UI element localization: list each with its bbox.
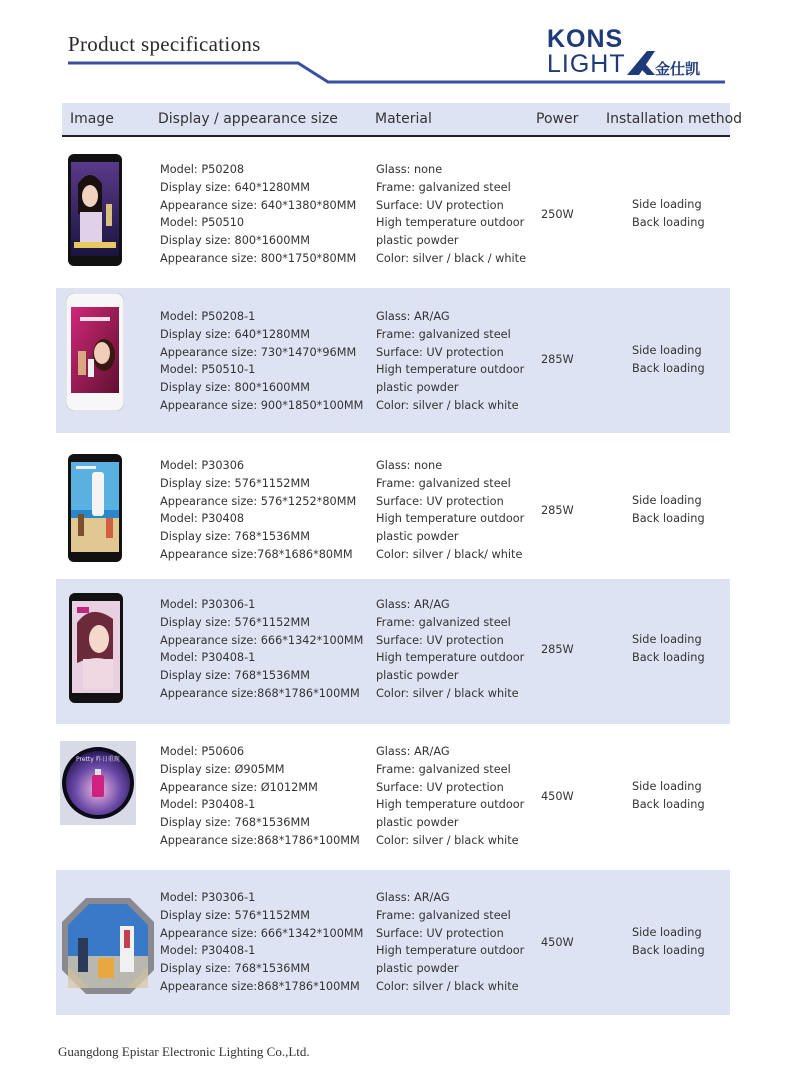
material-line: plastic powder [376,816,459,830]
material-line: Glass: AR/AG [376,891,450,904]
page-title: Product specifications [68,32,261,56]
table-row [56,143,730,288]
spec-line: Model: P50606 [160,745,245,758]
row-power: 285W [541,643,574,656]
row-material [376,743,524,850]
row-spec [160,743,360,850]
material-line: Frame: galvanized steel [376,615,511,629]
logo-light-text: LIGHT [547,50,626,78]
spec-line: Display size: 800*1600MM [160,381,310,395]
kons-light-logo [545,25,735,80]
row-power: 450W [541,790,574,803]
spec-line: Model: P30306-1 [160,598,256,611]
install-line: Side loading [632,926,702,939]
spec-line: Appearance size: 666*1342*100MM [160,633,364,647]
row-install [632,924,705,960]
material-line: plastic powder [376,962,459,976]
white-portrait-screen-image [66,293,124,411]
company-footer: Guangdong Epistar Electronic Lighting Co.,Ltd. [58,1044,310,1059]
spec-line: Appearance size:868*1786*100MM [160,979,360,993]
row-spec [160,596,363,703]
install-line: Back loading [632,511,705,525]
spec-line: Display size: 768*1536MM [160,669,310,683]
spec-line: Appearance size: 666*1342*100MM [160,926,364,940]
table-row [56,288,730,433]
black-portrait-screen-portrait-image [69,593,123,703]
header-image: Image [70,111,114,127]
install-line: Side loading [632,633,702,646]
spec-line: Appearance size: 730*1470*96MM [160,345,357,359]
material-line: Surface: UV protection [376,198,504,212]
spec-line: Display size: Ø905MM [160,762,285,776]
install-line: Side loading [632,494,702,507]
material-line: Surface: UV protection [376,494,504,508]
material-line: Color: silver / black white [376,979,519,993]
logo-chinese-text: 金仕凯 [655,60,701,78]
material-line: Surface: UV protection [376,633,504,647]
spec-line: Model: P50510-1 [160,363,256,377]
material-line: Color: silver / black/ white [376,547,523,561]
material-line: Glass: AR/AG [376,745,450,758]
table-row [56,725,730,870]
row-spec [160,308,363,415]
octagon-screen-image [62,898,154,994]
material-line: High temperature outdoor [376,798,525,812]
material-line: Frame: galvanized steel [376,180,511,194]
row-material [376,308,524,415]
table-row [56,579,730,724]
row-power: 250W [541,208,574,221]
material-line: Surface: UV protection [376,926,504,940]
spec-line: Display size: 576*1152MM [160,615,310,629]
black-portrait-screen-image [68,154,122,266]
spec-line: Appearance size: Ø1012MM [160,780,318,794]
logo-k-icon [625,37,655,75]
spec-line: Model: P50208 [160,163,245,176]
material-line: High temperature outdoor [376,216,525,230]
material-line: Frame: galvanized steel [376,327,511,341]
row-material [376,161,526,268]
row-install [632,631,705,667]
material-line: High temperature outdoor [376,651,525,665]
round-screen-caption: Pretty 昨日重现 [76,756,120,763]
material-line: Frame: galvanized steel [376,762,511,776]
row-material [376,889,524,996]
material-line: Frame: galvanized steel [376,908,511,922]
install-line: Back loading [632,797,705,811]
material-line: Surface: UV protection [376,345,504,359]
spec-line: Model: P30408-1 [160,798,256,812]
table-row [56,870,730,1015]
spec-line: Model: P30306-1 [160,891,256,904]
install-line: Side loading [632,780,702,793]
spec-line: Display size: 768*1536MM [160,530,310,544]
spec-line: Appearance size:768*1686*80MM [160,547,353,561]
table-header [62,103,743,137]
spec-line: Appearance size:868*1786*100MM [160,833,360,847]
spec-line: Model: P30408 [160,512,245,526]
spec-line: Display size: 768*1536MM [160,962,310,976]
spec-line: Model: P30408-1 [160,944,256,958]
spec-line: Model: P30408-1 [160,651,256,665]
material-line: Glass: none [376,459,443,472]
install-line: Back loading [632,215,705,229]
spec-line: Display size: 800*1600MM [160,234,310,248]
spec-line: Model: P50208-1 [160,310,256,323]
row-power: 285W [541,504,574,517]
install-line: Back loading [632,361,705,375]
row-install [632,196,705,232]
header-power: Power [536,111,579,127]
black-portrait-screen-beach-image [68,454,122,562]
row-install [632,492,705,528]
row-spec [160,457,356,564]
spec-line: Appearance size: 576*1252*80MM [160,494,357,508]
spec-line: Display size: 640*1280MM [160,180,310,194]
spec-line: Display size: 640*1280MM [160,327,310,341]
material-line: Frame: galvanized steel [376,476,511,490]
row-spec [160,161,356,268]
material-line: plastic powder [376,669,459,683]
row-material [376,457,524,564]
spec-line: Model: P50510 [160,216,245,230]
header-material: Material [375,111,432,127]
install-line: Back loading [632,943,705,957]
material-line: Color: silver / black / white [376,251,527,265]
row-spec [160,889,363,996]
material-line: Color: silver / black white [376,833,519,847]
install-line: Side loading [632,344,702,357]
material-line: Glass: AR/AG [376,598,450,611]
spec-line: Appearance size: 900*1850*100MM [160,398,364,412]
row-power: 450W [541,936,574,949]
header-installation: Installation method [606,111,743,127]
spec-line: Appearance size:868*1786*100MM [160,686,360,700]
spec-line: Appearance size: 640*1380*80MM [160,198,357,212]
install-line: Side loading [632,198,702,211]
material-line: Glass: none [376,163,443,176]
material-line: High temperature outdoor [376,363,525,377]
material-line: Glass: AR/AG [376,310,450,323]
row-power: 285W [541,353,574,366]
spec-line: Display size: 768*1536MM [160,816,310,830]
install-line: Back loading [632,650,705,664]
round-screen-image [60,741,136,825]
table-row [56,433,730,578]
spec-line: Appearance size: 800*1750*80MM [160,251,357,265]
material-line: Color: silver / black white [376,686,519,700]
material-line: High temperature outdoor [376,512,525,526]
material-line: Color: silver / black white [376,398,519,412]
material-line: High temperature outdoor [376,944,525,958]
material-line: Surface: UV protection [376,780,504,794]
logo-kons-text: KONS [547,25,624,53]
material-line: plastic powder [376,530,459,544]
spec-line: Display size: 576*1152MM [160,908,310,922]
row-install [632,342,705,378]
material-line: plastic powder [376,234,459,248]
row-material [376,596,524,703]
header-display-size: Display / appearance size [158,111,338,127]
row-install [632,778,705,814]
spec-line: Model: P30306 [160,459,245,472]
spec-line: Display size: 576*1152MM [160,476,310,490]
material-line: plastic powder [376,381,459,395]
